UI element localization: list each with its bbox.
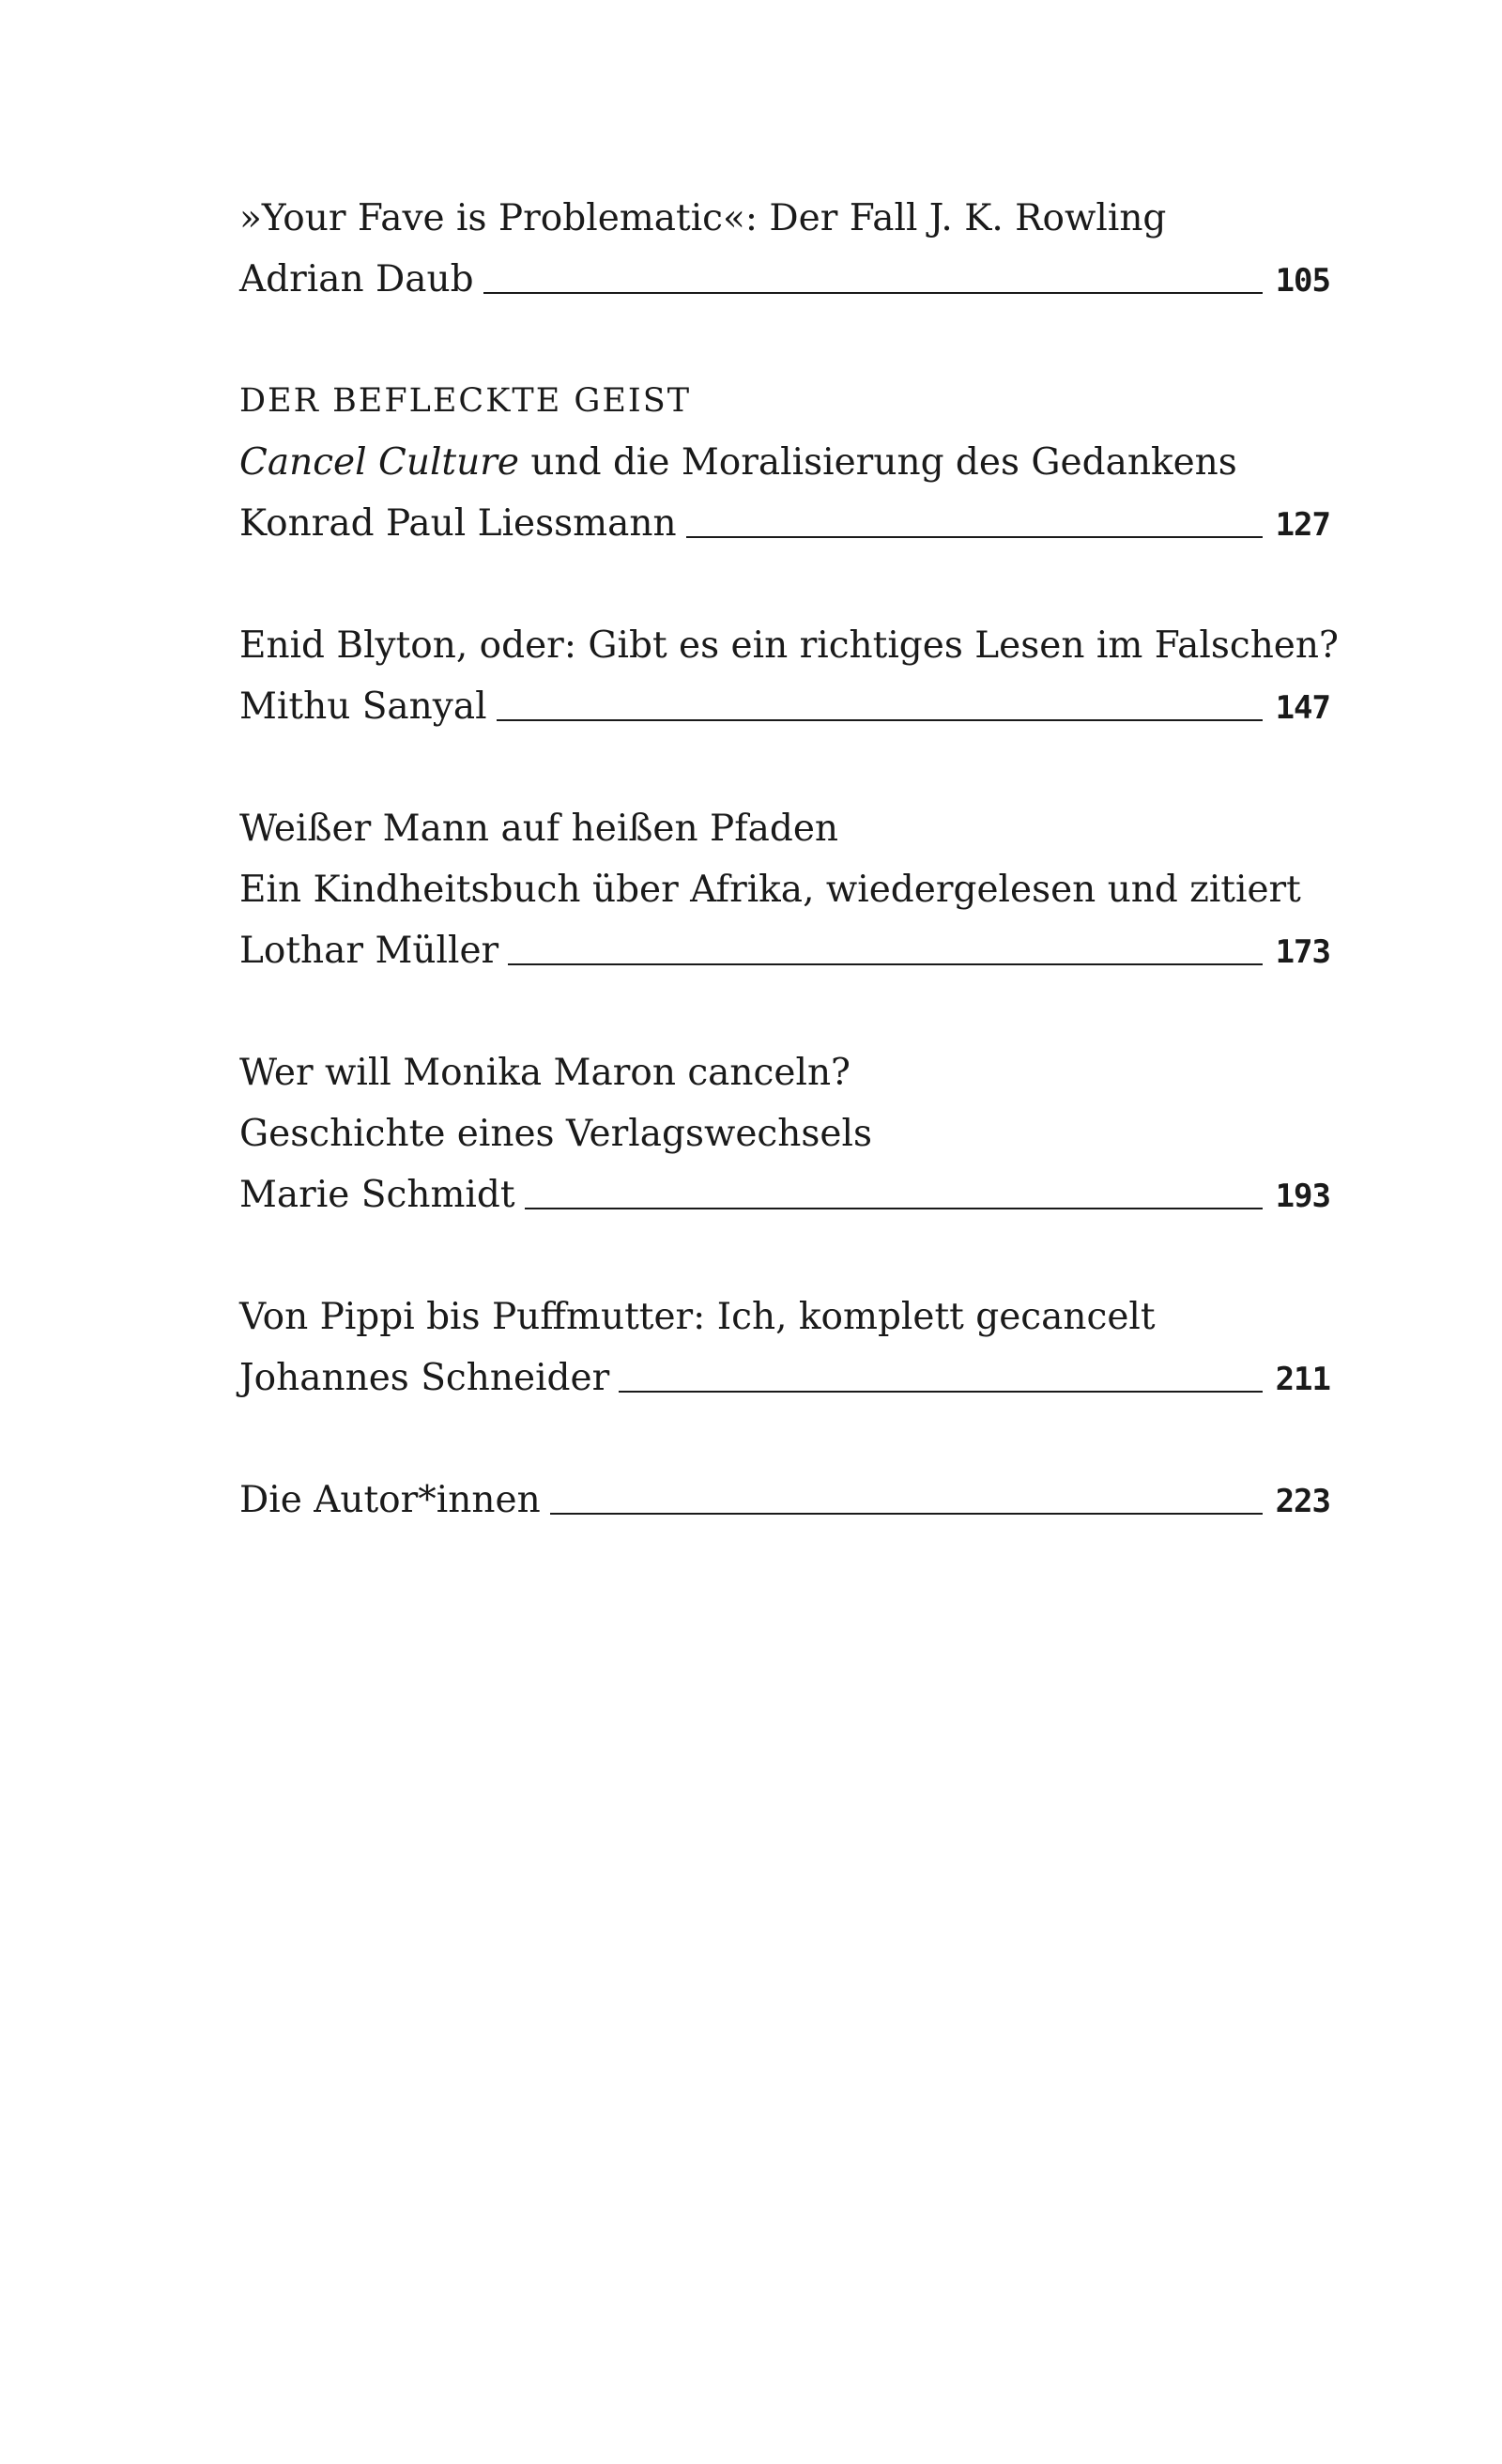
entry-author: Marie Schmidt (239, 1174, 515, 1216)
toc-entry (239, 188, 1330, 310)
entry-title: Weißer Mann auf heißen Pfaden (239, 808, 839, 850)
entry-author: Mithu Sanyal (239, 685, 487, 728)
dot-leader-rule (619, 1390, 1262, 1393)
toc-entry (239, 1286, 1330, 1409)
entry-subtitle (239, 432, 1330, 493)
page-number: 173 (1275, 933, 1330, 971)
entry-title: Wer will Monika Maron canceln? (239, 1052, 851, 1094)
toc-entry (239, 371, 1330, 554)
entry-title: »Your Fave is Problematic«: Der Fall J. K. Rowling (239, 197, 1167, 239)
entry-author: Konrad Paul Liessmann (239, 502, 677, 545)
toc-entry (239, 615, 1339, 737)
entry-subtitle: Geschichte eines Verlagswechsels (239, 1113, 872, 1155)
entry-author: Adrian Daub (239, 258, 474, 300)
toc-entry (239, 1470, 1330, 1531)
dot-leader-rule (686, 535, 1263, 538)
entry-title: Die Autor*innen (239, 1479, 541, 1521)
entry-title: Von Pippi bis Puffmutter: Ich, komplett gecancelt (239, 1296, 1156, 1338)
entry-author: Lothar Müller (239, 930, 499, 972)
entry-title: Enid Blyton, oder: Gibt es ein richtiges Lesen im Falschen? (239, 624, 1339, 667)
entry-author-row (239, 1164, 1330, 1225)
table-of-contents (239, 188, 1339, 1592)
dot-leader-rule (550, 1512, 1263, 1515)
entry-subtitle: Ein Kindheitsbuch über Afrika, wiedergelesen und zitiert (239, 869, 1301, 911)
section-heading: DER BEFLECKTE GEIST (239, 382, 692, 420)
dot-leader-rule (483, 291, 1263, 294)
entry-author-row (239, 1470, 1330, 1531)
entry-author-row (239, 920, 1330, 981)
dot-leader-rule (525, 1207, 1263, 1209)
toc-entry (239, 1042, 1330, 1225)
subtitle-rest: und die Moralisierung des Gedankens (518, 441, 1237, 484)
dot-leader-rule (497, 718, 1263, 721)
page-number: 105 (1275, 262, 1330, 300)
entry-author: Johannes Schneider (239, 1357, 610, 1399)
dot-leader-rule (508, 962, 1262, 965)
page-number: 223 (1275, 1483, 1330, 1520)
entry-author-row (239, 1348, 1330, 1409)
page-number: 193 (1275, 1178, 1330, 1215)
page-number: 127 (1275, 506, 1330, 544)
entry-author-row (239, 493, 1330, 554)
toc-entry (239, 798, 1330, 981)
page-number: 147 (1275, 689, 1330, 727)
page-number: 211 (1275, 1361, 1330, 1398)
entry-author-row (239, 249, 1330, 310)
entry-author-row (239, 676, 1330, 737)
subtitle-italic: Cancel Culture (239, 441, 519, 484)
